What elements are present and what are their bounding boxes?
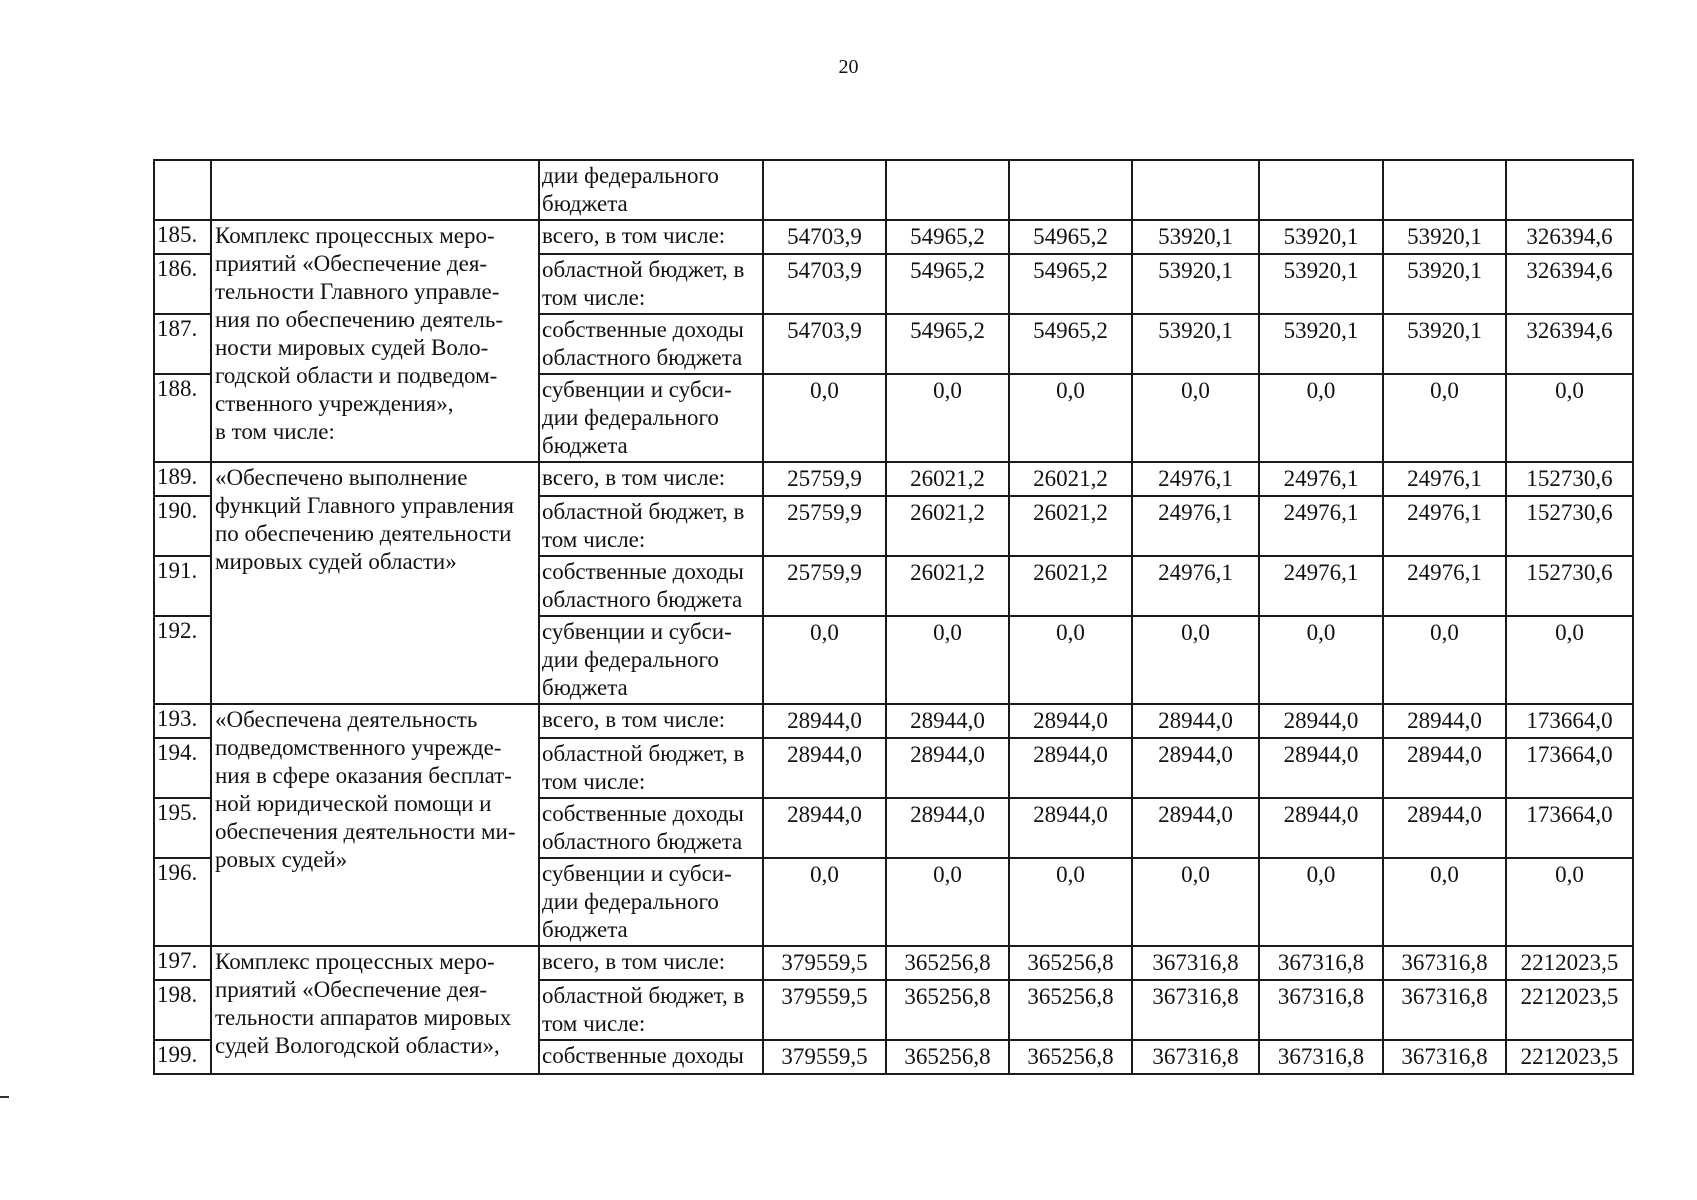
text-line: том числе: <box>542 285 646 310</box>
amount-cell: 0,0 <box>1009 616 1132 704</box>
amount-cell: 28944,0 <box>1383 738 1506 798</box>
amount-cell: 152730,6 <box>1506 556 1633 616</box>
group-description <box>211 946 539 1074</box>
text-line: тельности аппаратов мировых <box>215 1005 512 1030</box>
row-number: 195. <box>154 798 211 858</box>
table-row <box>154 946 1633 980</box>
amount-cell: 53920,1 <box>1259 314 1383 374</box>
row-number: 187. <box>154 314 211 374</box>
amount-cell: 28944,0 <box>763 704 886 738</box>
text-line: функций Главного управления <box>215 493 514 518</box>
text-line: всего, в том числе: <box>542 707 726 732</box>
funding-source <box>539 254 763 314</box>
amount-cell: 24976,1 <box>1259 556 1383 616</box>
funding-source <box>539 556 763 616</box>
amount-cell: 28944,0 <box>1383 798 1506 858</box>
text-line: областного бюджета <box>542 829 743 854</box>
value-cell <box>1132 160 1259 220</box>
text-line: ной юридической помощи и <box>215 791 492 816</box>
text-line: приятий «Обеспечение дея- <box>215 977 488 1002</box>
amount-cell: 365256,8 <box>1009 946 1132 980</box>
row-number: 185. <box>154 220 211 254</box>
amount-cell: 24976,1 <box>1383 462 1506 496</box>
text-line: том числе: <box>542 1011 646 1036</box>
amount-cell: 26021,2 <box>886 496 1009 556</box>
amount-cell: 2212023,5 <box>1506 980 1633 1040</box>
amount-cell: 28944,0 <box>1132 704 1259 738</box>
text-line: приятий «Обеспечение дея- <box>215 251 488 276</box>
amount-cell: 326394,6 <box>1506 220 1633 254</box>
amount-cell: 26021,2 <box>1009 496 1132 556</box>
row-number: 188. <box>154 374 211 462</box>
budget-table <box>153 159 1634 1075</box>
text-line: субвенции и субси- <box>542 619 732 644</box>
budget-table-wrapper <box>153 159 1634 1075</box>
table-row <box>154 704 1633 738</box>
amount-cell: 0,0 <box>1259 616 1383 704</box>
funding-source <box>539 704 763 738</box>
text-line: областной бюджет, в <box>542 499 745 524</box>
amount-cell: 365256,8 <box>886 946 1009 980</box>
amount-cell: 0,0 <box>886 374 1009 462</box>
funding-source <box>539 314 763 374</box>
funding-source <box>539 616 763 704</box>
amount-cell: 0,0 <box>1383 858 1506 946</box>
text-line: областного бюджета <box>542 587 743 612</box>
funding-source <box>539 462 763 496</box>
amount-cell: 367316,8 <box>1132 1040 1259 1074</box>
amount-cell: 24976,1 <box>1383 496 1506 556</box>
amount-cell: 28944,0 <box>886 704 1009 738</box>
amount-cell: 326394,6 <box>1506 314 1633 374</box>
text-line: всего, в том числе: <box>542 465 726 490</box>
text-line: дии федерального <box>542 889 719 914</box>
amount-cell: 24976,1 <box>1132 462 1259 496</box>
amount-cell: 26021,2 <box>886 556 1009 616</box>
amount-cell: 0,0 <box>1132 616 1259 704</box>
text-line: бюджета <box>542 917 628 942</box>
funding-source <box>539 798 763 858</box>
text-line: областной бюджет, в <box>542 741 745 766</box>
funding-source <box>539 220 763 254</box>
text-line: подведомственного учрежде- <box>215 735 502 760</box>
text-line: собственные доходы <box>542 317 744 342</box>
amount-cell: 28944,0 <box>886 798 1009 858</box>
text-line: ровых судей» <box>215 847 348 872</box>
amount-cell: 24976,1 <box>1132 556 1259 616</box>
value-cell <box>1506 160 1633 220</box>
amount-cell: 173664,0 <box>1506 798 1633 858</box>
row-number: 196. <box>154 858 211 946</box>
amount-cell: 53920,1 <box>1259 254 1383 314</box>
text-line: тельности Главного управле- <box>215 279 500 304</box>
amount-cell: 28944,0 <box>1259 738 1383 798</box>
text-line: бюджета <box>542 433 628 458</box>
amount-cell: 53920,1 <box>1132 314 1259 374</box>
amount-cell: 367316,8 <box>1259 946 1383 980</box>
amount-cell: 26021,2 <box>1009 462 1132 496</box>
amount-cell: 28944,0 <box>1009 704 1132 738</box>
amount-cell: 28944,0 <box>1259 704 1383 738</box>
amount-cell: 0,0 <box>1506 858 1633 946</box>
amount-cell: 0,0 <box>1383 374 1506 462</box>
text-line: судей Вологодской области», <box>215 1033 500 1058</box>
amount-cell: 54965,2 <box>1009 314 1132 374</box>
amount-cell: 28944,0 <box>1009 738 1132 798</box>
amount-cell: 28944,0 <box>1383 704 1506 738</box>
value-cell <box>886 160 1009 220</box>
amount-cell: 367316,8 <box>1259 1040 1383 1074</box>
amount-cell: 365256,8 <box>1009 980 1132 1040</box>
text-line: дии федерального <box>542 405 719 430</box>
funding-source <box>539 980 763 1040</box>
row-number: 191. <box>154 556 211 616</box>
row-number: 198. <box>154 980 211 1040</box>
amount-cell: 173664,0 <box>1506 738 1633 798</box>
value-cell <box>763 160 886 220</box>
amount-cell: 173664,0 <box>1506 704 1633 738</box>
group-description <box>211 220 539 462</box>
text-line: собственные доходы <box>542 801 744 826</box>
amount-cell: 54965,2 <box>1009 254 1132 314</box>
text-line: том числе: <box>542 527 646 552</box>
amount-cell: 25759,9 <box>763 462 886 496</box>
page-number: 20 <box>838 56 859 78</box>
amount-cell: 24976,1 <box>1383 556 1506 616</box>
description-cell <box>211 160 539 220</box>
amount-cell: 379559,5 <box>763 980 886 1040</box>
amount-cell: 365256,8 <box>886 980 1009 1040</box>
amount-cell: 25759,9 <box>763 556 886 616</box>
text-line: мировых судей области» <box>215 549 457 574</box>
text-line: годской области и подведом- <box>215 363 498 388</box>
amount-cell: 365256,8 <box>1009 1040 1132 1074</box>
funding-source <box>539 738 763 798</box>
amount-cell: 0,0 <box>1009 858 1132 946</box>
group-description <box>211 704 539 946</box>
amount-cell: 365256,8 <box>886 1040 1009 1074</box>
text-line: всего, в том числе: <box>542 949 726 974</box>
value-cell <box>1009 160 1132 220</box>
text-line: том числе: <box>542 769 646 794</box>
row-number: 199. <box>154 1040 211 1074</box>
table-row <box>154 220 1633 254</box>
text-line: областного бюджета <box>542 345 743 370</box>
text-line: «Обеспечено выполнение <box>215 465 468 490</box>
text-line: ности мировых судей Воло- <box>215 335 489 360</box>
funding-source <box>539 374 763 462</box>
amount-cell: 367316,8 <box>1259 980 1383 1040</box>
amount-cell: 54965,2 <box>1009 220 1132 254</box>
text-line: бюджета <box>542 675 628 700</box>
amount-cell: 152730,6 <box>1506 496 1633 556</box>
funding-source <box>539 946 763 980</box>
amount-cell: 0,0 <box>1383 616 1506 704</box>
amount-cell: 0,0 <box>763 374 886 462</box>
row-number: 190. <box>154 496 211 556</box>
funding-source <box>539 1040 763 1074</box>
amount-cell: 53920,1 <box>1132 254 1259 314</box>
amount-cell: 53920,1 <box>1132 220 1259 254</box>
row-number: 189. <box>154 462 211 496</box>
funding-source <box>539 496 763 556</box>
amount-cell: 24976,1 <box>1132 496 1259 556</box>
value-cell <box>1383 160 1506 220</box>
amount-cell: 28944,0 <box>1132 738 1259 798</box>
text-line: собственные доходы <box>542 559 744 584</box>
amount-cell: 0,0 <box>763 858 886 946</box>
amount-cell: 28944,0 <box>1259 798 1383 858</box>
amount-cell: 0,0 <box>1132 374 1259 462</box>
text-line: в том числе: <box>215 419 335 444</box>
amount-cell: 0,0 <box>1506 374 1633 462</box>
source-cell <box>539 160 763 220</box>
amount-cell: 24976,1 <box>1259 462 1383 496</box>
amount-cell: 26021,2 <box>1009 556 1132 616</box>
amount-cell: 2212023,5 <box>1506 1040 1633 1074</box>
text-line: субвенции и субси- <box>542 377 732 402</box>
text-line: собственные доходы <box>542 1043 744 1068</box>
amount-cell: 54703,9 <box>763 314 886 374</box>
amount-cell: 53920,1 <box>1383 220 1506 254</box>
amount-cell: 26021,2 <box>886 462 1009 496</box>
amount-cell: 367316,8 <box>1383 946 1506 980</box>
text-line: по обеспечению деятельности <box>215 521 512 546</box>
text-line: всего, в том числе: <box>542 223 726 248</box>
funding-source <box>539 858 763 946</box>
text-line: Комплекс процессных меро- <box>215 223 495 248</box>
amount-cell: 28944,0 <box>763 798 886 858</box>
amount-cell: 0,0 <box>1259 858 1383 946</box>
amount-cell: 54965,2 <box>886 220 1009 254</box>
margin-dash <box>0 1096 9 1098</box>
amount-cell: 367316,8 <box>1132 946 1259 980</box>
amount-cell: 53920,1 <box>1383 314 1506 374</box>
amount-cell: 54703,9 <box>763 220 886 254</box>
text-line: областной бюджет, в <box>542 983 745 1008</box>
amount-cell: 379559,5 <box>763 1040 886 1074</box>
text-line: обеспечения деятельности ми- <box>215 819 516 844</box>
amount-cell: 152730,6 <box>1506 462 1633 496</box>
table-body <box>154 160 1633 1074</box>
amount-cell: 0,0 <box>1259 374 1383 462</box>
amount-cell: 28944,0 <box>763 738 886 798</box>
text-line: дии федерального <box>542 647 719 672</box>
row-number: 193. <box>154 704 211 738</box>
amount-cell: 0,0 <box>763 616 886 704</box>
table-row <box>154 462 1633 496</box>
text-line: «Обеспечена деятельность <box>215 707 478 732</box>
amount-cell: 0,0 <box>1009 374 1132 462</box>
text-line: областной бюджет, в <box>542 257 745 282</box>
amount-cell: 367316,8 <box>1383 1040 1506 1074</box>
value-cell <box>1259 160 1383 220</box>
row-number: 186. <box>154 254 211 314</box>
text-line: ния по обеспечению деятель- <box>215 307 504 332</box>
amount-cell: 0,0 <box>886 616 1009 704</box>
amount-cell: 367316,8 <box>1132 980 1259 1040</box>
text-line: Комплекс процессных меро- <box>215 949 495 974</box>
amount-cell: 54965,2 <box>886 254 1009 314</box>
amount-cell: 379559,5 <box>763 946 886 980</box>
amount-cell: 28944,0 <box>1132 798 1259 858</box>
amount-cell: 2212023,5 <box>1506 946 1633 980</box>
amount-cell: 0,0 <box>886 858 1009 946</box>
amount-cell: 0,0 <box>1132 858 1259 946</box>
amount-cell: 25759,9 <box>763 496 886 556</box>
continuation-row <box>154 160 1633 220</box>
amount-cell: 0,0 <box>1506 616 1633 704</box>
amount-cell: 24976,1 <box>1259 496 1383 556</box>
amount-cell: 28944,0 <box>886 738 1009 798</box>
row-number-cell <box>154 160 211 220</box>
amount-cell: 53920,1 <box>1383 254 1506 314</box>
source-text: дии федерального бюджета <box>542 163 719 216</box>
amount-cell: 54965,2 <box>886 314 1009 374</box>
amount-cell: 367316,8 <box>1383 980 1506 1040</box>
amount-cell: 53920,1 <box>1259 220 1383 254</box>
amount-cell: 326394,6 <box>1506 254 1633 314</box>
amount-cell: 28944,0 <box>1009 798 1132 858</box>
text-line: субвенции и субси- <box>542 861 732 886</box>
amount-cell: 54703,9 <box>763 254 886 314</box>
row-number: 194. <box>154 738 211 798</box>
text-line: ния в сфере оказания бесплат- <box>215 763 512 788</box>
row-number: 192. <box>154 616 211 704</box>
group-description <box>211 462 539 704</box>
row-number: 197. <box>154 946 211 980</box>
text-line: ственного учреждения», <box>215 391 454 416</box>
